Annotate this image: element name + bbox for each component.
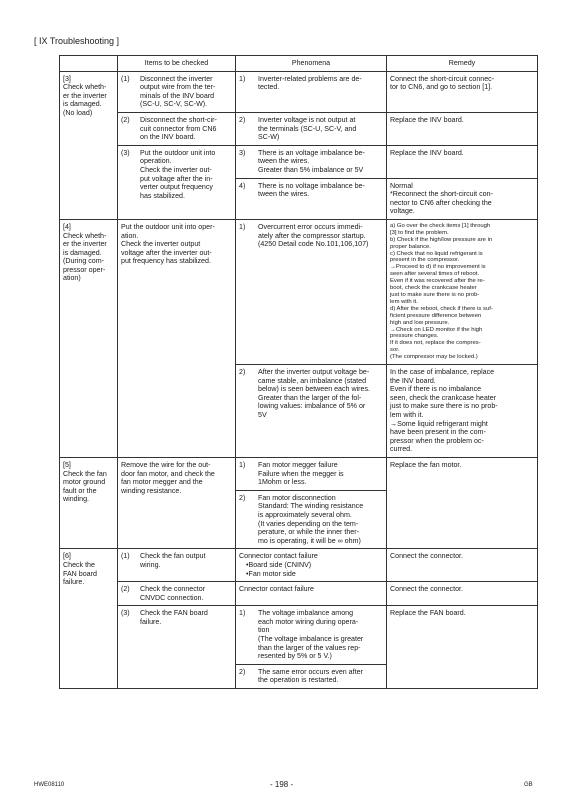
s3-item-2: (2) Disconnect the short-cir- cuit connector from CN6 on the INV board. xyxy=(118,112,236,145)
s4-remedy-b: b) Check if the high/low pressure are in proper balance. xyxy=(390,236,493,250)
s6-phenomenon-1-title: Connector contact failure xyxy=(239,552,318,561)
col-header-items: Items to be checked xyxy=(118,56,236,72)
s4-phenomenon-2: 2) After the inverter output voltage be- came stable, an imbalance (stated below) is seen between each wires. Greater than the larger of the fol- lowing values: imbalance of 5% or 5V xyxy=(236,365,387,458)
s6-phenomenon-2: Cnnector contact failure xyxy=(236,582,387,606)
s4-remedy-c: c) Check that no liquid refrigerant is present in the compressor. →Proceed to d) if no improvement is seen after several times of reboot. Even if it was recovered after the re- boot, check the crankcase heater just to make sure there is no prob- lem with it. xyxy=(390,250,486,305)
s6-remedy-1: Connect the connector. xyxy=(387,549,538,582)
section-6-label: [6] Check the FAN board failure. xyxy=(60,549,118,689)
table-row xyxy=(60,606,538,665)
s3-phenomenon-2: 2) Inverter voltage is not output at the terminals (SC-U, SC-V, and SC-W) xyxy=(236,112,387,145)
section-3-label: [3] Check wheth- er the inverter is damaged. (No load) xyxy=(60,71,118,219)
header-blank xyxy=(60,56,118,72)
table-row xyxy=(60,112,538,145)
footer-doc-code: HWE08110 xyxy=(34,782,65,788)
s4-remedy-a: a) Go over the check items [1] through [3] to find the problem. xyxy=(390,222,491,236)
s4-phenomenon-1: 1) Overcurrent error occurs immedi- ately after the compressor startup. (4250 Detail code No.101,106,107) xyxy=(236,219,387,364)
footer-region: GB xyxy=(524,782,533,788)
troubleshooting-table xyxy=(59,55,538,689)
s5-item: Remove the wire for the out- door fan motor, and check the fan motor megger and the winding resistance. xyxy=(118,457,236,548)
s4-remedy-1 xyxy=(387,219,538,364)
s4-remedy-2: In the case of imbalance, replace the INV board. Even if there is no imbalance seen, check the crankcase heater just to make sure there is no prob- lem with it. →Some liquid refrigerant might have been present in the com- pressor when the problem oc- curred. xyxy=(387,365,538,458)
s3-phenomenon-3: 3) There is an voltage imbalance be- tween the wires. Greater than 5% imbalance or 5V xyxy=(236,145,387,178)
s4-item: Put the outdoor unit into oper- ation. Check the inverter output voltage after the inverter out- put frequency has stabilized. xyxy=(118,219,236,457)
s3-remedy-2: Replace the INV board. xyxy=(387,112,538,145)
table-row xyxy=(60,145,538,178)
col-header-phenomena: Phenomena xyxy=(236,56,387,72)
table-row xyxy=(60,582,538,606)
s6-phenomenon-3: 1) The voltage imbalance among each motor wiring during opera- tion (The voltage imbalance is greater than the larger of the values rep- resented by 5% or 5 V.) xyxy=(236,606,387,665)
s6-remedy-2: Connect the connector. xyxy=(387,582,538,606)
s3-item-1: (1) Disconnect the inverter output wire from the ter- minals of the INV board (SC-U, SC-V, SC-W). xyxy=(118,71,236,112)
s3-remedy-3: Replace the INV board. xyxy=(387,145,538,178)
table-row xyxy=(60,549,538,582)
page-header: [ IX Troubleshooting ] xyxy=(34,36,120,46)
s5-phenomenon-2: 2) Fan motor disconnection Standard: The winding resistance is approximately several ohm. (It varies depending on the tem- perature, or while the inner ther- mo is operating, it will be ∞ ohm) xyxy=(236,490,387,549)
table-row xyxy=(60,219,538,364)
s6-phenomenon-1 xyxy=(236,549,387,582)
s4-remedy-d: d) After the reboot, check if there is suf- ficient pressure difference between high and low pressure. →Check on LED monitor if the high pressure changes. If it does not, replace the compres- sor. (The compressor may be locked.) xyxy=(390,305,493,361)
s5-remedy: Replace the fan motor. xyxy=(387,457,538,548)
s3-remedy-1: Connect the short-circuit connec- tor to CN6, and go to section [1]. xyxy=(387,71,538,112)
col-header-remedy: Remedy xyxy=(387,56,538,72)
s3-phenomenon-1: 1) Inverter-related problems are de- tected. xyxy=(236,71,387,112)
table-header-row xyxy=(60,56,538,72)
s6-phenomenon-4: 2) The same error occurs even after the operation is restarted. xyxy=(236,664,387,688)
section-4-label: [4] Check wheth- er the inverter is damaged. (During com- pressor oper- ation) xyxy=(60,219,118,457)
table-row xyxy=(60,71,538,112)
s3-remedy-4: Normal *Reconnect the short-circuit con- nector to CN6 after checking the voltage. xyxy=(387,178,538,219)
s6-phenomenon-1-sub-1: •Board side (CNINV) xyxy=(246,560,312,569)
s5-phenomenon-1: 1) Fan motor megger failure Failure when the megger is 1Mohm or less. xyxy=(236,457,387,490)
footer-page-number: - 198 - xyxy=(270,780,294,789)
s6-phenomenon-1-sub-2: •Fan motor side xyxy=(246,569,296,578)
s6-remedy-3: Replace the FAN board. xyxy=(387,606,538,689)
table-row xyxy=(60,457,538,490)
s3-item-3: (3) Put the outdoor unit into operation. Check the inverter out- put voltage after the in- verter output frequency has stabilized. xyxy=(118,145,236,219)
s3-phenomenon-4: 4) There is no voltage imbalance be- tween the wires. xyxy=(236,178,387,219)
s6-item-1: (1) Check the fan output wiring. xyxy=(118,549,236,582)
s6-item-3: (3) Check the FAN board failure. xyxy=(118,606,236,689)
section-5-label: [5] Check the fan motor ground fault or the winding. xyxy=(60,457,118,548)
s6-item-2: (2) Check the connector CNVDC connection. xyxy=(118,582,236,606)
